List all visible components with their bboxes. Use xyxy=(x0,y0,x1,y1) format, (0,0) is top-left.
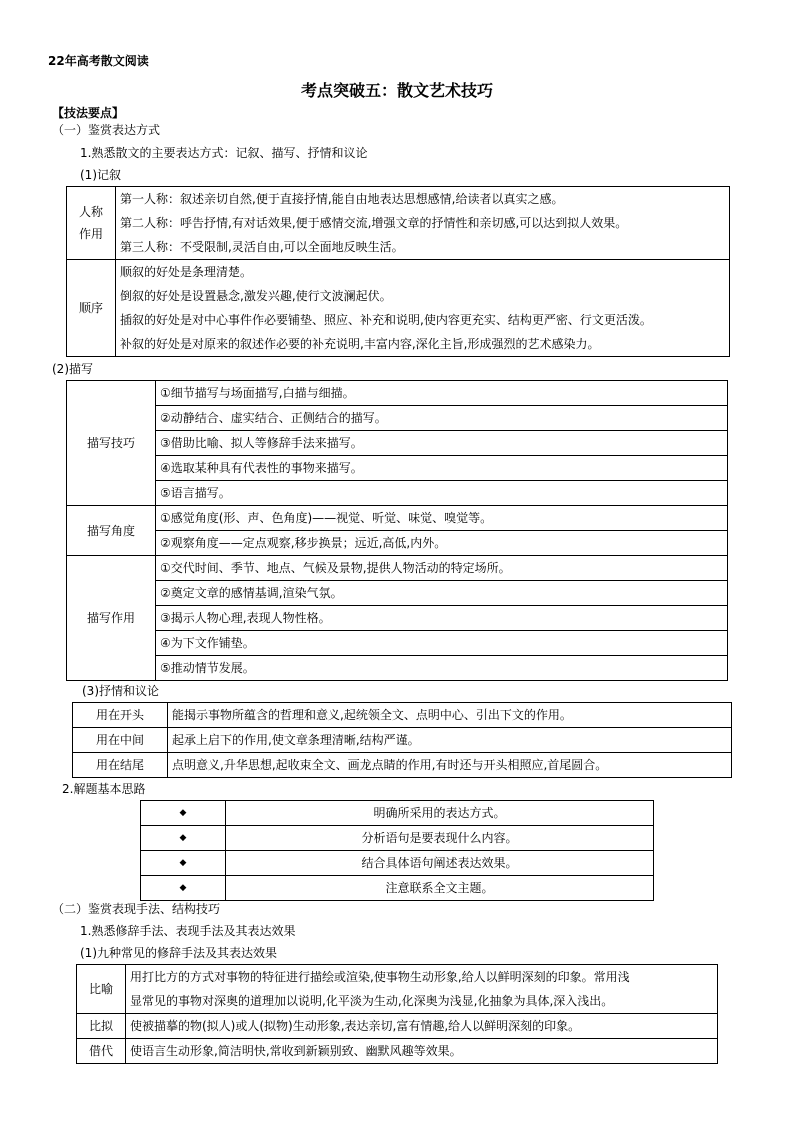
shuqing-label-zhongjian: 用在中间 xyxy=(73,728,168,753)
list-item: 用打比方的方式对事物的特征进行描绘或渲染,使事物生动形象,给人以鲜明深刻的印象。常用浅 xyxy=(130,970,630,984)
part2-heading: （二）鉴赏表现手法、结构技巧 xyxy=(52,902,221,916)
miaoxie-label-jiqiao: 描写技巧 xyxy=(67,381,156,506)
miaoxie-heading: (2)描写 xyxy=(52,362,93,376)
jixu-label-renchen xyxy=(67,187,116,260)
list-item: 第三人称：不受限制,灵活自由,可以全面地反映生活。 xyxy=(120,240,404,254)
list-item: ③揭示人物心理,表现人物性格。 xyxy=(156,606,728,631)
list-item: 插叙的好处是对中心事件作必要铺垫、照应、补充和说明,使内容更充实、结构更严密、行文更活泼。 xyxy=(120,313,652,327)
shuqing-label-jiewei: 用在结尾 xyxy=(73,753,168,778)
rhetoric-label-biyu: 比喻 xyxy=(77,965,126,1014)
table-row xyxy=(141,851,654,876)
table-row xyxy=(67,260,730,357)
miaoxie-label-zuoyong: 描写作用 xyxy=(67,556,156,681)
list-item: 能揭示事物所蕴含的哲理和意义,起统领全文、点明中心、引出下文的作用。 xyxy=(168,703,732,728)
steps-table xyxy=(140,800,654,901)
table-row xyxy=(67,631,728,656)
table-row xyxy=(67,556,728,581)
miaoxie-table xyxy=(66,380,728,681)
list-item: 倒叙的好处是设置悬念,激发兴趣,使行文波澜起伏。 xyxy=(120,289,392,303)
table-row xyxy=(141,801,654,826)
part1-sub2: 2.解题基本思路 xyxy=(62,782,146,796)
list-item: ③借助比喻、拟人等修辞手法来描写。 xyxy=(156,431,728,456)
table-row xyxy=(67,506,728,531)
list-item: ②观察角度——定点观察,移步换景；远近,高低,内外。 xyxy=(156,531,728,556)
table-row xyxy=(73,728,732,753)
list-item: 使语言生动形象,简洁明快,常收到新颖别致、幽默风趣等效果。 xyxy=(126,1039,718,1064)
list-item: ④为下文作铺垫。 xyxy=(156,631,728,656)
list-item: 显常见的事物对深奥的道理加以说明,化平淡为生动,化深奥为浅显,化抽象为具体,深入浅出。 xyxy=(130,994,614,1008)
rhetoric-label-jiedai: 借代 xyxy=(77,1039,126,1064)
table-row xyxy=(141,826,654,851)
document-header: 22年高考散文阅读 xyxy=(48,54,149,68)
list-item: 分析语句是要表现什么内容。 xyxy=(226,826,654,851)
jixu-table xyxy=(66,186,730,357)
rhetoric-table xyxy=(76,964,718,1064)
row-label: 人称作用 xyxy=(78,205,103,241)
bullet-icon: ◆ xyxy=(141,876,226,901)
table-row xyxy=(67,481,728,506)
section-tag: 【技法要点】 xyxy=(52,106,125,120)
table-row xyxy=(73,703,732,728)
list-item: ⑤语言描写。 xyxy=(156,481,728,506)
list-item: 明确所采用的表达方式。 xyxy=(226,801,654,826)
table-row xyxy=(77,1014,718,1039)
shuqing-table xyxy=(72,702,732,778)
rhetoric-heading: (1)九种常见的修辞手法及其表达效果 xyxy=(80,946,277,960)
table-row xyxy=(77,965,718,1014)
list-item: ④选取某种具有代表性的事物来描写。 xyxy=(156,456,728,481)
list-item: ①细节描写与场面描写,白描与细描。 xyxy=(156,381,728,406)
bullet-icon: ◆ xyxy=(141,826,226,851)
table-row xyxy=(67,381,728,406)
list-item: ①感觉角度(形、声、色角度)——视觉、听觉、味觉、嗅觉等。 xyxy=(156,506,728,531)
shuqing-heading: (3)抒情和议论 xyxy=(82,684,159,698)
rhetoric-label-bini: 比拟 xyxy=(77,1014,126,1039)
table-row xyxy=(67,187,730,260)
jixu-heading: (1)记叙 xyxy=(80,168,121,182)
part1-sub1: 1.熟悉散文的主要表达方式：记叙、描写、抒情和议论 xyxy=(80,146,368,160)
table-row xyxy=(73,753,732,778)
list-item: 顺叙的好处是条理清楚。 xyxy=(120,265,253,279)
jixu-label-shunxu: 顺序 xyxy=(67,260,116,357)
list-item: 点明意义,升华思想,起收束全文、画龙点睛的作用,有时还与开头相照应,首尾圆合。 xyxy=(168,753,732,778)
table-row xyxy=(67,531,728,556)
part1-heading: （一）鉴赏表达方式 xyxy=(52,123,161,137)
table-row xyxy=(67,406,728,431)
list-item: 补叙的好处是对原来的叙述作必要的补充说明,丰富内容,深化主旨,形成强烈的艺术感染力。 xyxy=(120,337,600,351)
table-row xyxy=(67,431,728,456)
table-row xyxy=(67,606,728,631)
list-item: ②动静结合、虚实结合、正侧结合的描写。 xyxy=(156,406,728,431)
table-row xyxy=(67,456,728,481)
bullet-icon: ◆ xyxy=(141,851,226,876)
list-item: 第一人称：叙述亲切自然,便于直接抒情,能自由地表达思想感情,给读者以真实之感。 xyxy=(120,192,564,206)
page-title: 考点突破五：散文艺术技巧 xyxy=(300,81,493,100)
table-row xyxy=(67,581,728,606)
table-row xyxy=(77,1039,718,1064)
jixu-content-shunxu xyxy=(116,260,730,357)
list-item: 结合具体语句阐述表达效果。 xyxy=(226,851,654,876)
list-item: 起承上启下的作用,使文章条理清晰,结构严谨。 xyxy=(168,728,732,753)
table-row xyxy=(141,876,654,901)
list-item: ⑤推动情节发展。 xyxy=(156,656,728,681)
table-row xyxy=(67,656,728,681)
list-item: ①交代时间、季节、地点、气候及景物,提供人物活动的特定场所。 xyxy=(156,556,728,581)
rhetoric-content-biyu xyxy=(126,965,718,1014)
shuqing-label-kaitou: 用在开头 xyxy=(73,703,168,728)
list-item: 使被描摹的物(拟人)或人(拟物)生动形象,表达亲切,富有情趣,给人以鲜明深刻的印象。 xyxy=(126,1014,718,1039)
jixu-content-renchen xyxy=(116,187,730,260)
list-item: ②奠定文章的感情基调,渲染气氛。 xyxy=(156,581,728,606)
bullet-icon: ◆ xyxy=(141,801,226,826)
list-item: 注意联系全文主题。 xyxy=(226,876,654,901)
miaoxie-label-jiaodu: 描写角度 xyxy=(67,506,156,556)
list-item: 第二人称：呼告抒情,有对话效果,便于感情交流,增强文章的抒情性和亲切感,可以达到拟人效果。 xyxy=(120,216,628,230)
part2-sub1: 1.熟悉修辞手法、表现手法及其表达效果 xyxy=(80,924,296,938)
